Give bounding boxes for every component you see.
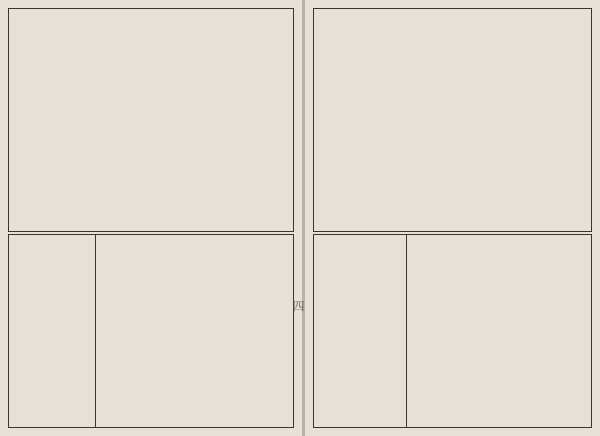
- right-page-bottom-left-panel: [9, 235, 96, 427]
- right-page-bottom-right-columns: [99, 239, 289, 423]
- left-page-top-columns: [318, 13, 587, 227]
- right-page-bottom-frame: [8, 234, 294, 428]
- right-page-top-columns: [13, 13, 289, 227]
- left-page: [305, 0, 600, 436]
- left-page-bottom-frame: [313, 234, 592, 428]
- page-number: 四: [291, 300, 305, 312]
- left-page-top-frame: [313, 8, 592, 232]
- left-page-bottom-left-columns: [318, 239, 402, 423]
- right-page-top-frame: [8, 8, 294, 232]
- left-page-bottom-right-columns: [410, 239, 587, 423]
- left-page-bottom-left-panel: [314, 235, 407, 427]
- right-page-bottom-right-panel: [95, 235, 293, 427]
- right-page-bottom-left-columns: [13, 239, 91, 423]
- left-page-bottom-right-panel: [406, 235, 591, 427]
